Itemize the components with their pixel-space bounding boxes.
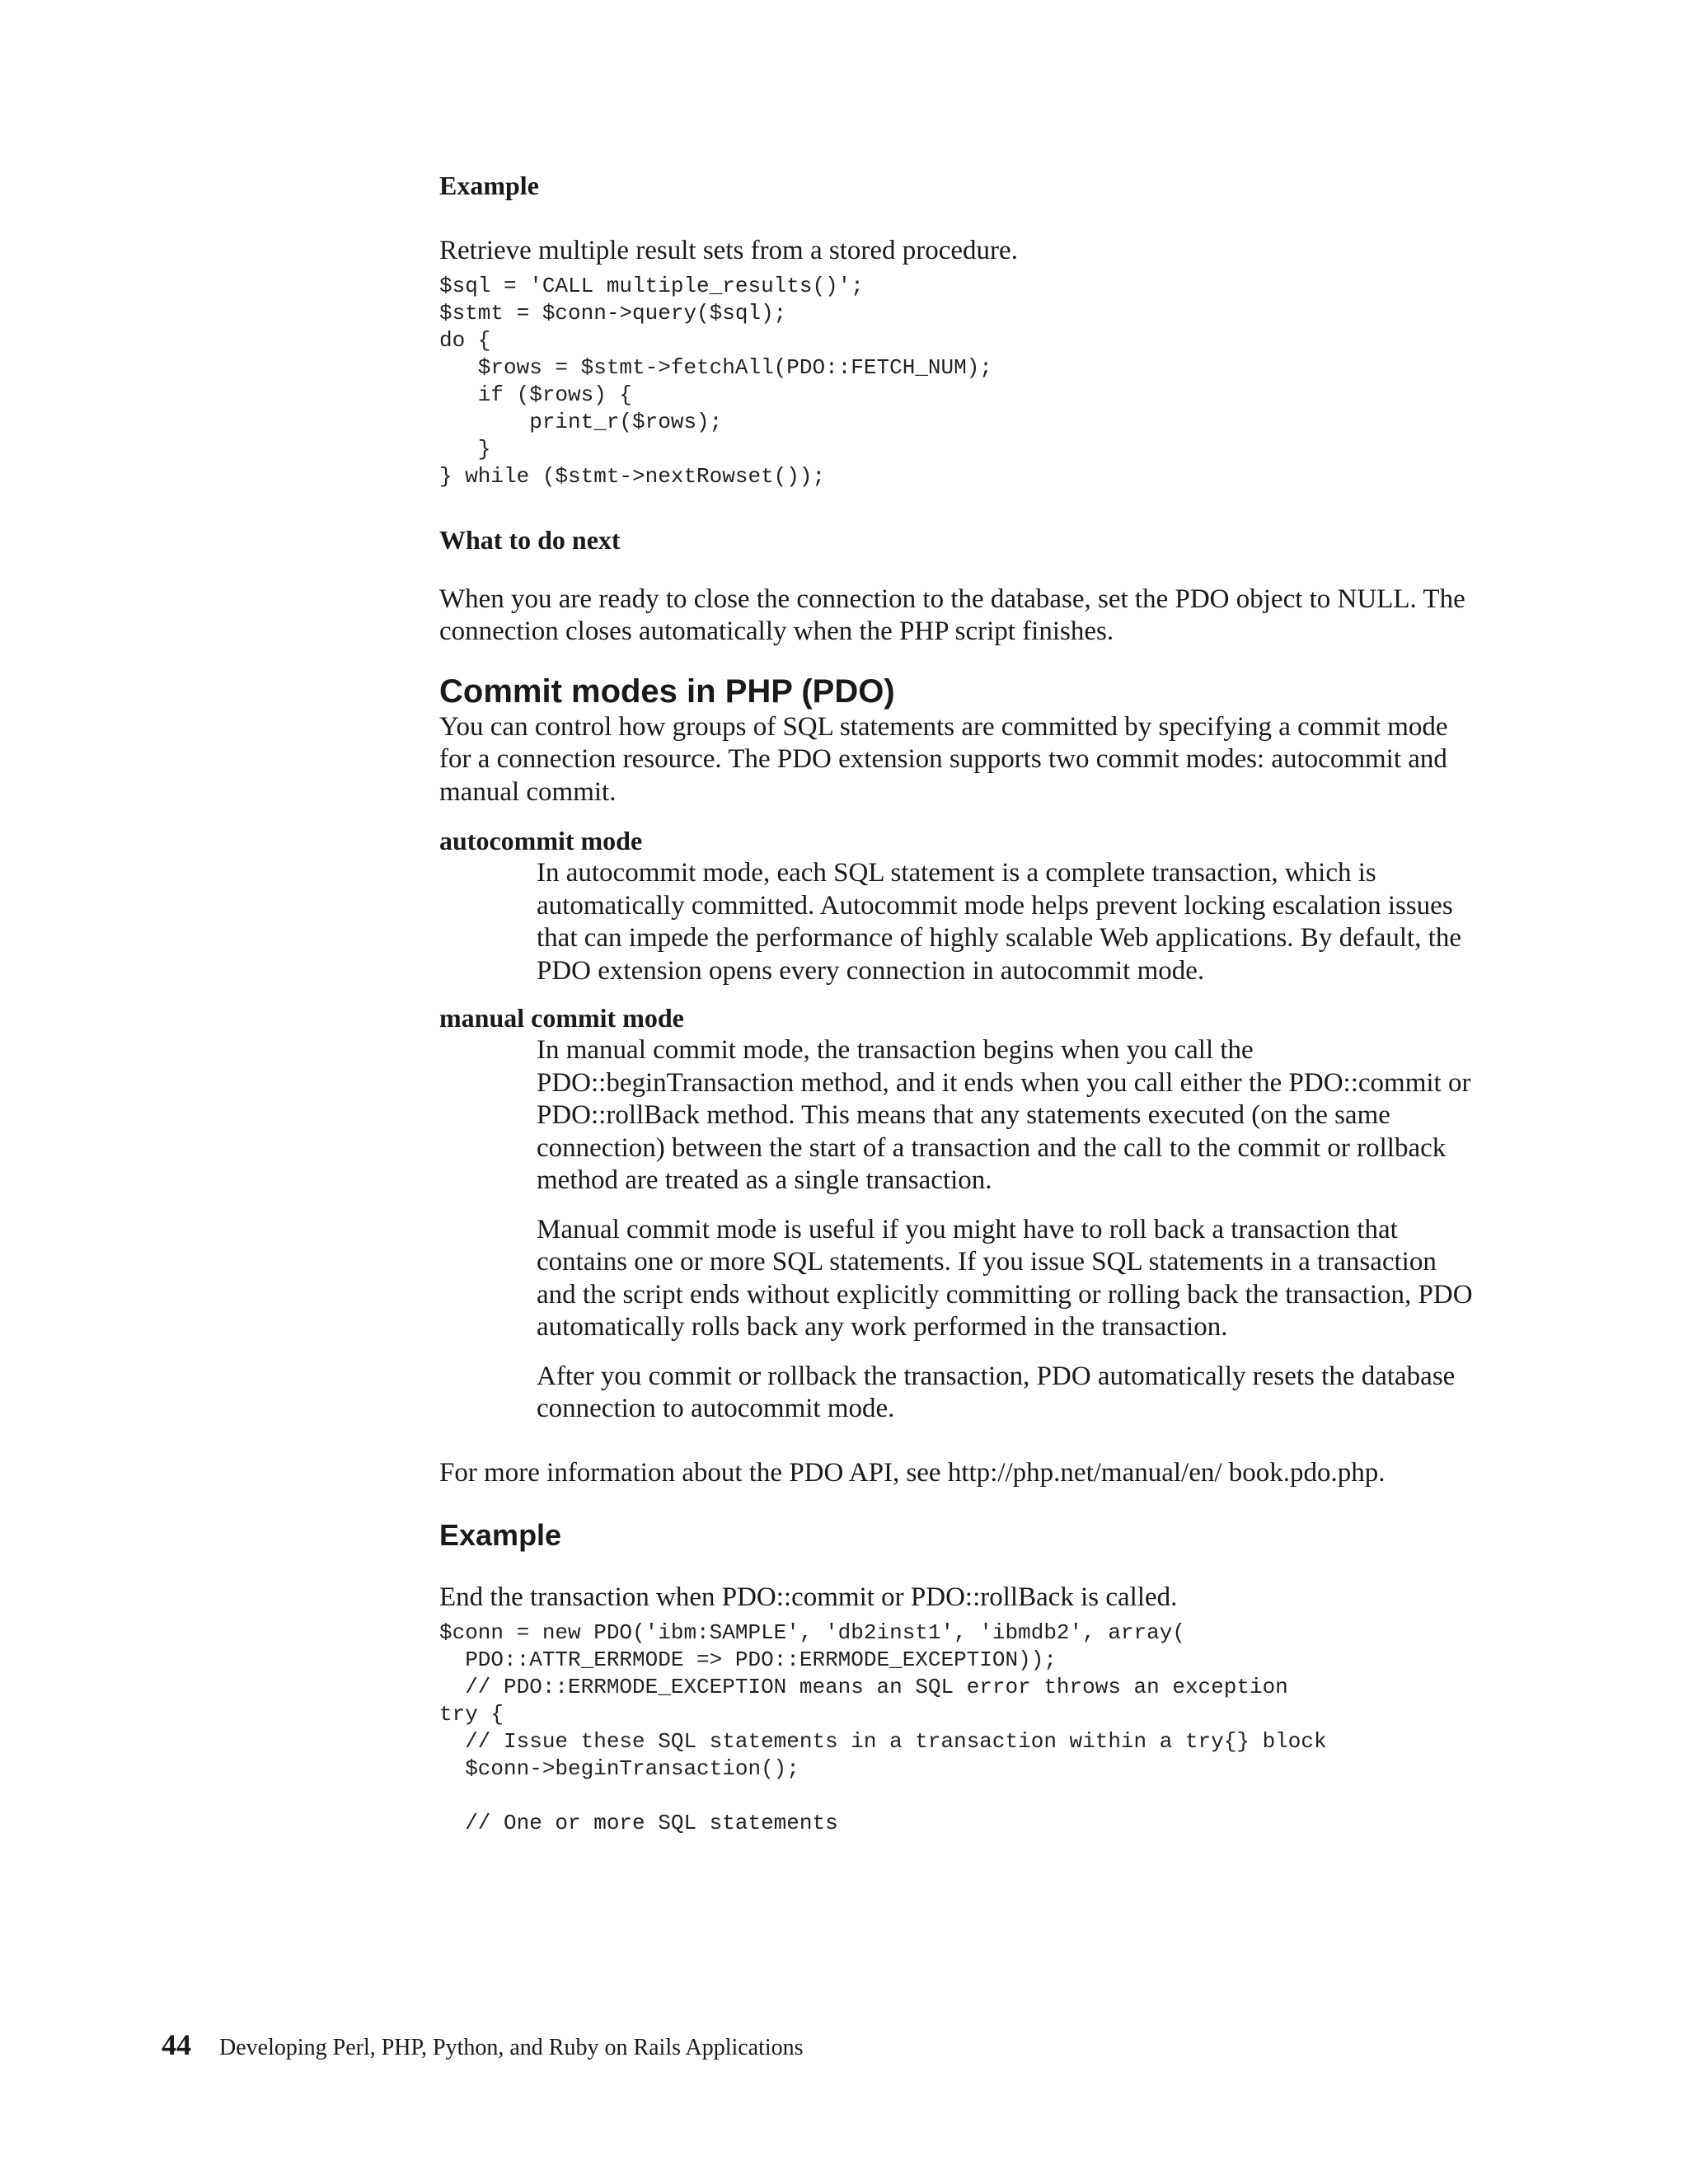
manual-commit-def-para1: In manual commit mode, the transaction begins when you call the PDO::beginTransaction method, and it ends when you call either the PDO::commit or PDO::rollBack method. This means that any statements executed (on the same connection) between the start of a transaction and the call to the commit or rollback method are treated as a single transaction. [537, 1035, 1471, 1195]
manual-commit-definition [537, 1034, 1474, 1426]
page-content [439, 169, 1474, 1837]
example-intro: Retrieve multiple result sets from a stored procedure. [439, 236, 1018, 265]
example-heading: Example [439, 171, 539, 200]
autocommit-term: autocommit mode [439, 826, 643, 855]
autocommit-definition [537, 857, 1474, 987]
page-number: 44 [162, 2028, 191, 2061]
commit-modes-intro: You can control how groups of SQL statements are committed by specifying a commit mode for a connection resource. The PDO extension supports two commit modes: autocommit and manual commit. [439, 711, 1448, 807]
commit-modes-list [439, 825, 1474, 1426]
pdo-api-more-info: For more information about the PDO API, see http://php.net/manual/en/ book.pdo.php. [439, 1457, 1386, 1488]
example-heading-2: Example [439, 1518, 562, 1552]
manual-commit-def-para2: Manual commit mode is useful if you might have to roll back a transaction that contains one or more SQL statements. If you issue SQL statements in a transaction and the script ends without explicitly committing or rolling back the transaction, PDO automatically rolls back any work performed in the transaction. [537, 1214, 1473, 1342]
manual-commit-def-para3: After you commit or rollback the transaction, PDO automatically resets the database connection to autocommit mode. [537, 1361, 1456, 1423]
page-footer [162, 2027, 804, 2062]
footer-book-title: Developing Perl, PHP, Python, and Ruby on Rails Applications [219, 2035, 804, 2060]
code-block-multiple-results: $sql = 'CALL multiple_results()'; $stmt = $conn->query($sql); do { $rows = $stmt->fetchAll(PDO::FETCH_NUM); if ($rows) { print_r($rows); } } while ($stmt->nextRowset()); [439, 273, 992, 489]
what-to-do-next-heading: What to do next [439, 524, 621, 555]
commit-modes-heading: Commit modes in PHP (PDO) [439, 673, 895, 710]
what-to-do-next-text: When you are ready to close the connection to the database, set the PDO object to NULL. The connection closes automatically when the PHP script finishes. [439, 583, 1465, 646]
code-block-transaction: $conn = new PDO('ibm:SAMPLE', 'db2inst1', 'ibmdb2', array( PDO::ATTR_ERRMODE => PDO::ERRMODE_EXCEPTION)); // PDO::ERRMODE_EXCEPTION means an SQL error throws an exception try { // Issue these SQL statements in a transaction within a try{} block $conn->beginTransaction(); // One or more SQL statements [439, 1619, 1327, 1835]
manual-commit-term: manual commit mode [439, 1003, 684, 1033]
autocommit-def-text: In autocommit mode, each SQL statement is a complete transaction, which is automatically committed. Autocommit mode helps prevent locking escalation issues that can impede the performance of highly scalable Web applications. By default, the PDO extension opens every connection in autocommit mode. [537, 858, 1461, 986]
example-intro-2: End the transaction when PDO::commit or PDO::rollBack is called. [439, 1582, 1178, 1612]
